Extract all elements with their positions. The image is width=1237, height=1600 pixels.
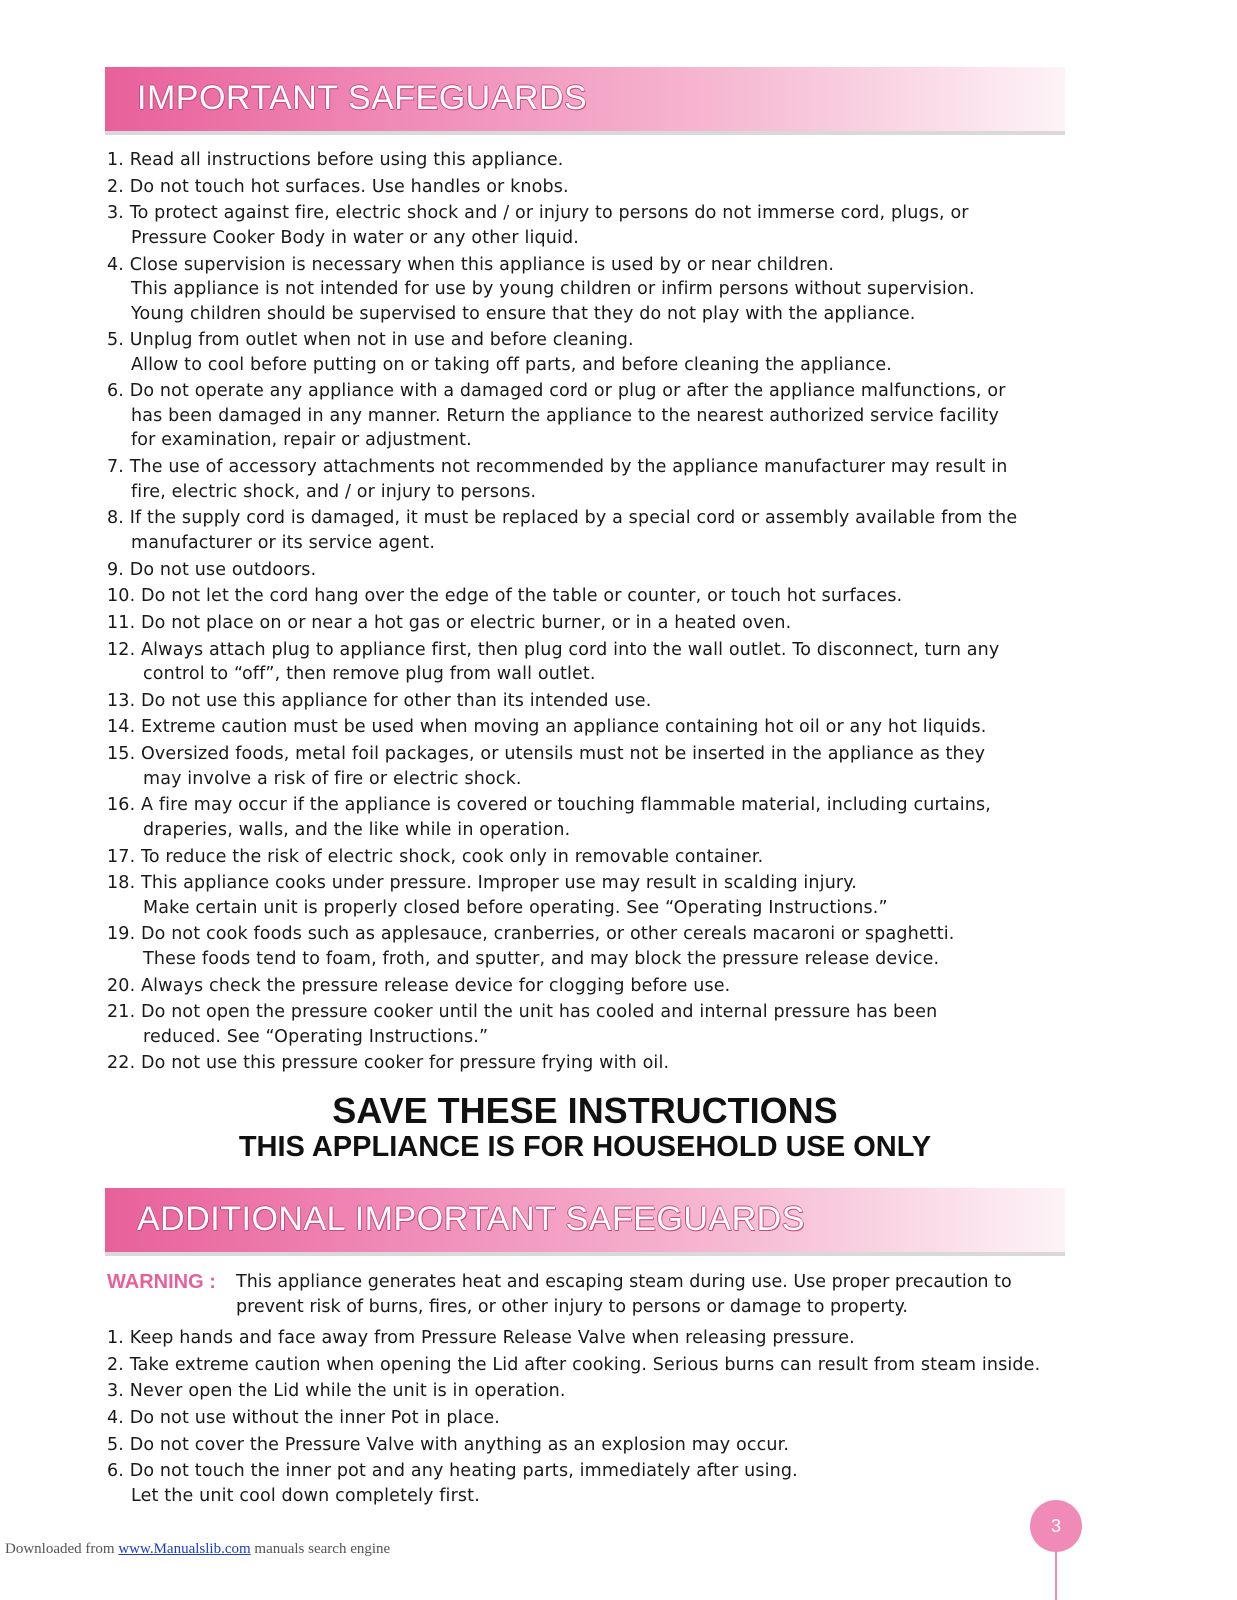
list-item-continuation: This appliance is not intended for use by young children or infirm persons without supervision. xyxy=(131,279,975,300)
list-item-label: Oversized foods, metal foil packages, or utensils must not be inserted in the appliance as they xyxy=(141,744,986,765)
list-item-text xyxy=(107,638,1097,663)
list-item-number: 12. xyxy=(107,639,136,660)
list-item-text xyxy=(107,379,1097,404)
list-item-number: 5. xyxy=(107,330,124,351)
page-number: 3 xyxy=(1030,1500,1082,1552)
list-item-number: 6. xyxy=(107,1461,124,1482)
list-item-label: Keep hands and face away from Pressure Release Valve when releasing pressure. xyxy=(129,1328,855,1348)
list-item xyxy=(107,1326,1097,1351)
additional-safeguards-list xyxy=(107,1326,1097,1511)
list-item-continuation: Allow to cool before putting on or taking off parts, and before cleaning the appliance. xyxy=(131,354,893,375)
list-item-label: The use of accessory attachments not recommended by the appliance manufacturer may result in xyxy=(129,457,1008,478)
banner-title: ADDITIONAL IMPORTANT SAFEGUARDS xyxy=(137,1200,805,1238)
list-item xyxy=(107,1406,1097,1431)
list-item xyxy=(107,328,1097,377)
list-item-text xyxy=(107,1000,1097,1025)
list-item-label: Do not touch the inner pot and any heating parts, immediately after using. xyxy=(129,1461,798,1482)
list-item-number: 11. xyxy=(107,612,136,633)
list-item-label: Read all instructions before using this appliance. xyxy=(129,150,564,170)
list-item-label: This appliance cooks under pressure. Improper use may result in scalding injury. xyxy=(141,873,857,894)
list-item-number: 14. xyxy=(107,717,136,738)
household-use-title: THIS APPLIANCE IS FOR HOUSEHOLD USE ONLY xyxy=(238,1131,932,1163)
list-item xyxy=(107,506,1097,555)
list-item-text xyxy=(107,175,1097,200)
list-item xyxy=(107,455,1097,504)
footer xyxy=(5,1541,390,1558)
list-item-label: Extreme caution must be used when moving an appliance containing hot oil or any hot liquids. xyxy=(141,717,987,738)
list-item-number: 4. xyxy=(107,254,124,275)
list-item-label: Do not open the pressure cooker until the unit has cooled and internal pressure has been xyxy=(141,1002,938,1023)
list-item xyxy=(107,1353,1097,1378)
list-item xyxy=(107,175,1097,200)
list-item xyxy=(107,871,1097,920)
list-item-label: Unplug from outlet when not in use and before cleaning. xyxy=(129,330,634,351)
list-item-text xyxy=(107,584,1097,609)
warning-block xyxy=(107,1270,1097,1320)
list-item-number: 17. xyxy=(107,846,136,867)
list-item-number: 10. xyxy=(107,586,136,607)
list-item xyxy=(107,1433,1097,1458)
list-item xyxy=(107,974,1097,999)
list-item-text xyxy=(107,201,1097,226)
list-item-label: To reduce the risk of electric shock, cook only in removable container. xyxy=(141,846,764,867)
list-item-continuation: fire, electric shock, and / or injury to persons. xyxy=(131,481,537,502)
list-item-label: Take extreme caution when opening the Lid after cooking. Serious burns can result from steam inside. xyxy=(129,1354,1041,1375)
list-item-number: 4. xyxy=(107,1408,124,1429)
list-item-text xyxy=(107,742,1097,767)
list-item-number: 16. xyxy=(107,795,136,816)
list-item-text xyxy=(107,558,1097,583)
list-item-text xyxy=(107,1353,1097,1378)
warning-text xyxy=(107,1270,1097,1320)
list-item-label: Do not cook foods such as applesauce, cranberries, or other cereals macaroni or spaghetti. xyxy=(141,924,955,945)
list-item-text xyxy=(107,1051,1097,1076)
list-item-label: Do not use this appliance for other than its intended use. xyxy=(141,690,652,711)
list-item-label: Do not use without the inner Pot in place. xyxy=(129,1408,500,1429)
list-item-continuation: Pressure Cooker Body in water or any other liquid. xyxy=(131,227,579,248)
list-item xyxy=(107,148,1097,173)
list-item-label: A fire may occur if the appliance is covered or touching flammable material, including curtains, xyxy=(141,795,992,816)
list-item-text xyxy=(107,328,1097,353)
list-item xyxy=(107,558,1097,583)
list-item-label: Do not let the cord hang over the edge of the table or counter, or touch hot surfaces. xyxy=(141,586,903,607)
list-item xyxy=(107,1459,1097,1508)
page-number-tick xyxy=(1055,1552,1057,1600)
list-item-number: 2. xyxy=(107,176,124,197)
list-item-text xyxy=(107,793,1097,818)
list-item-label: Do not place on or near a hot gas or electric burner, or in a heated oven. xyxy=(141,612,792,633)
important-safeguards-banner xyxy=(105,67,1065,135)
list-item-number: 3. xyxy=(107,203,124,224)
list-item-text xyxy=(107,845,1097,870)
list-item xyxy=(107,201,1097,250)
list-item xyxy=(107,689,1097,714)
list-item-text xyxy=(107,506,1097,531)
list-item xyxy=(107,845,1097,870)
list-item-text xyxy=(107,922,1097,947)
list-item xyxy=(107,379,1097,453)
list-item-label: Do not use outdoors. xyxy=(129,559,317,580)
list-item-number: 2. xyxy=(107,1354,124,1375)
banner-title: IMPORTANT SAFEGUARDS xyxy=(137,79,588,117)
list-item-number: 8. xyxy=(107,508,124,529)
list-item xyxy=(107,1051,1097,1076)
list-item-label: Never open the Lid while the unit is in operation. xyxy=(129,1381,566,1402)
list-item-number: 5. xyxy=(107,1434,124,1455)
list-item-label: Do not use this pressure cooker for pressure frying with oil. xyxy=(141,1053,670,1074)
list-item-number: 3. xyxy=(107,1381,124,1402)
footer-suffix: manuals search engine xyxy=(250,1541,391,1557)
list-item-continuation: draperies, walls, and the like while in operation. xyxy=(143,819,571,840)
list-item-text xyxy=(107,974,1097,999)
warning-label: WARNING : xyxy=(107,1271,216,1293)
list-item-label: Always attach plug to appliance first, then plug cord into the wall outlet. To disconnect, turn any xyxy=(141,639,1000,660)
list-item-label: To protect against fire, electric shock and / or injury to persons do not immerse cord, plugs, or xyxy=(129,203,969,224)
list-item-continuation: These foods tend to foam, froth, and sputter, and may block the pressure release device. xyxy=(143,948,940,969)
list-item-number: 1. xyxy=(107,150,124,170)
list-item-continuation: manufacturer or its service agent. xyxy=(131,532,436,553)
manualslib-link[interactable]: www.Manualslib.com xyxy=(118,1541,251,1557)
list-item-text xyxy=(107,148,1097,173)
list-item-number: 6. xyxy=(107,381,124,402)
list-item-number: 15. xyxy=(107,744,136,765)
list-item-text xyxy=(107,871,1097,896)
list-item-text xyxy=(107,1459,1097,1484)
list-item-label: Always check the pressure release device for clogging before use. xyxy=(141,975,731,996)
footer-prefix: Downloaded from xyxy=(5,1541,119,1557)
save-instructions-title: SAVE THESE INSTRUCTIONS xyxy=(332,1090,838,1131)
list-item-text xyxy=(107,1406,1097,1431)
list-item-text xyxy=(107,715,1097,740)
list-item-number: 22. xyxy=(107,1053,136,1074)
list-item-text xyxy=(107,1433,1097,1458)
list-item-label: Close supervision is necessary when this appliance is used by or near children. xyxy=(129,254,835,275)
list-item-continuation: Make certain unit is properly closed before operating. See “Operating Instructions.” xyxy=(143,897,888,918)
list-item-continuation: Young children should be supervised to ensure that they do not play with the appliance. xyxy=(131,303,916,324)
list-item-text xyxy=(107,611,1097,636)
list-item-number: 19. xyxy=(107,924,136,945)
list-item-number: 1. xyxy=(107,1328,124,1348)
safeguards-list xyxy=(107,148,1097,1078)
list-item-text xyxy=(107,689,1097,714)
list-item xyxy=(107,638,1097,687)
list-item-label: Do not operate any appliance with a damaged cord or plug or after the appliance malfunctions, or xyxy=(129,381,1006,402)
list-item-label: Do not touch hot surfaces. Use handles or knobs. xyxy=(129,176,569,197)
additional-safeguards-banner xyxy=(105,1188,1065,1256)
list-item xyxy=(107,1000,1097,1049)
list-item-number: 13. xyxy=(107,690,136,711)
list-item-continuation: has been damaged in any manner. Return the appliance to the nearest authorized service facility xyxy=(131,405,1000,426)
list-item-text xyxy=(107,253,1097,278)
list-item-text xyxy=(107,455,1097,480)
list-item-continuation: Let the unit cool down completely first. xyxy=(131,1485,480,1506)
warning-line: This appliance generates heat and escaping steam during use. Use proper precaution to xyxy=(236,1272,1012,1292)
list-item-continuation: for examination, repair or adjustment. xyxy=(131,430,472,451)
list-item xyxy=(107,584,1097,609)
list-item-number: 21. xyxy=(107,1002,136,1023)
warning-line: prevent risk of burns, fires, or other injury to persons or damage to property. xyxy=(236,1297,908,1317)
list-item-number: 18. xyxy=(107,873,136,894)
list-item-continuation: control to “off”, then remove plug from wall outlet. xyxy=(143,664,596,685)
list-item xyxy=(107,611,1097,636)
list-item-number: 9. xyxy=(107,559,124,580)
list-item-text xyxy=(107,1326,1097,1351)
list-item-continuation: reduced. See “Operating Instructions.” xyxy=(143,1026,489,1047)
list-item-text xyxy=(107,1379,1097,1404)
list-item-label: Do not cover the Pressure Valve with anything as an explosion may occur. xyxy=(129,1434,790,1455)
list-item-label: If the supply cord is damaged, it must be replaced by a special cord or assembly available from the xyxy=(129,508,1018,529)
list-item-number: 20. xyxy=(107,975,136,996)
list-item xyxy=(107,715,1097,740)
list-item xyxy=(107,742,1097,791)
list-item xyxy=(107,793,1097,842)
list-item xyxy=(107,253,1097,327)
list-item xyxy=(107,1379,1097,1404)
list-item xyxy=(107,922,1097,971)
list-item-number: 7. xyxy=(107,457,124,478)
list-item-continuation: may involve a risk of fire or electric shock. xyxy=(143,768,522,789)
